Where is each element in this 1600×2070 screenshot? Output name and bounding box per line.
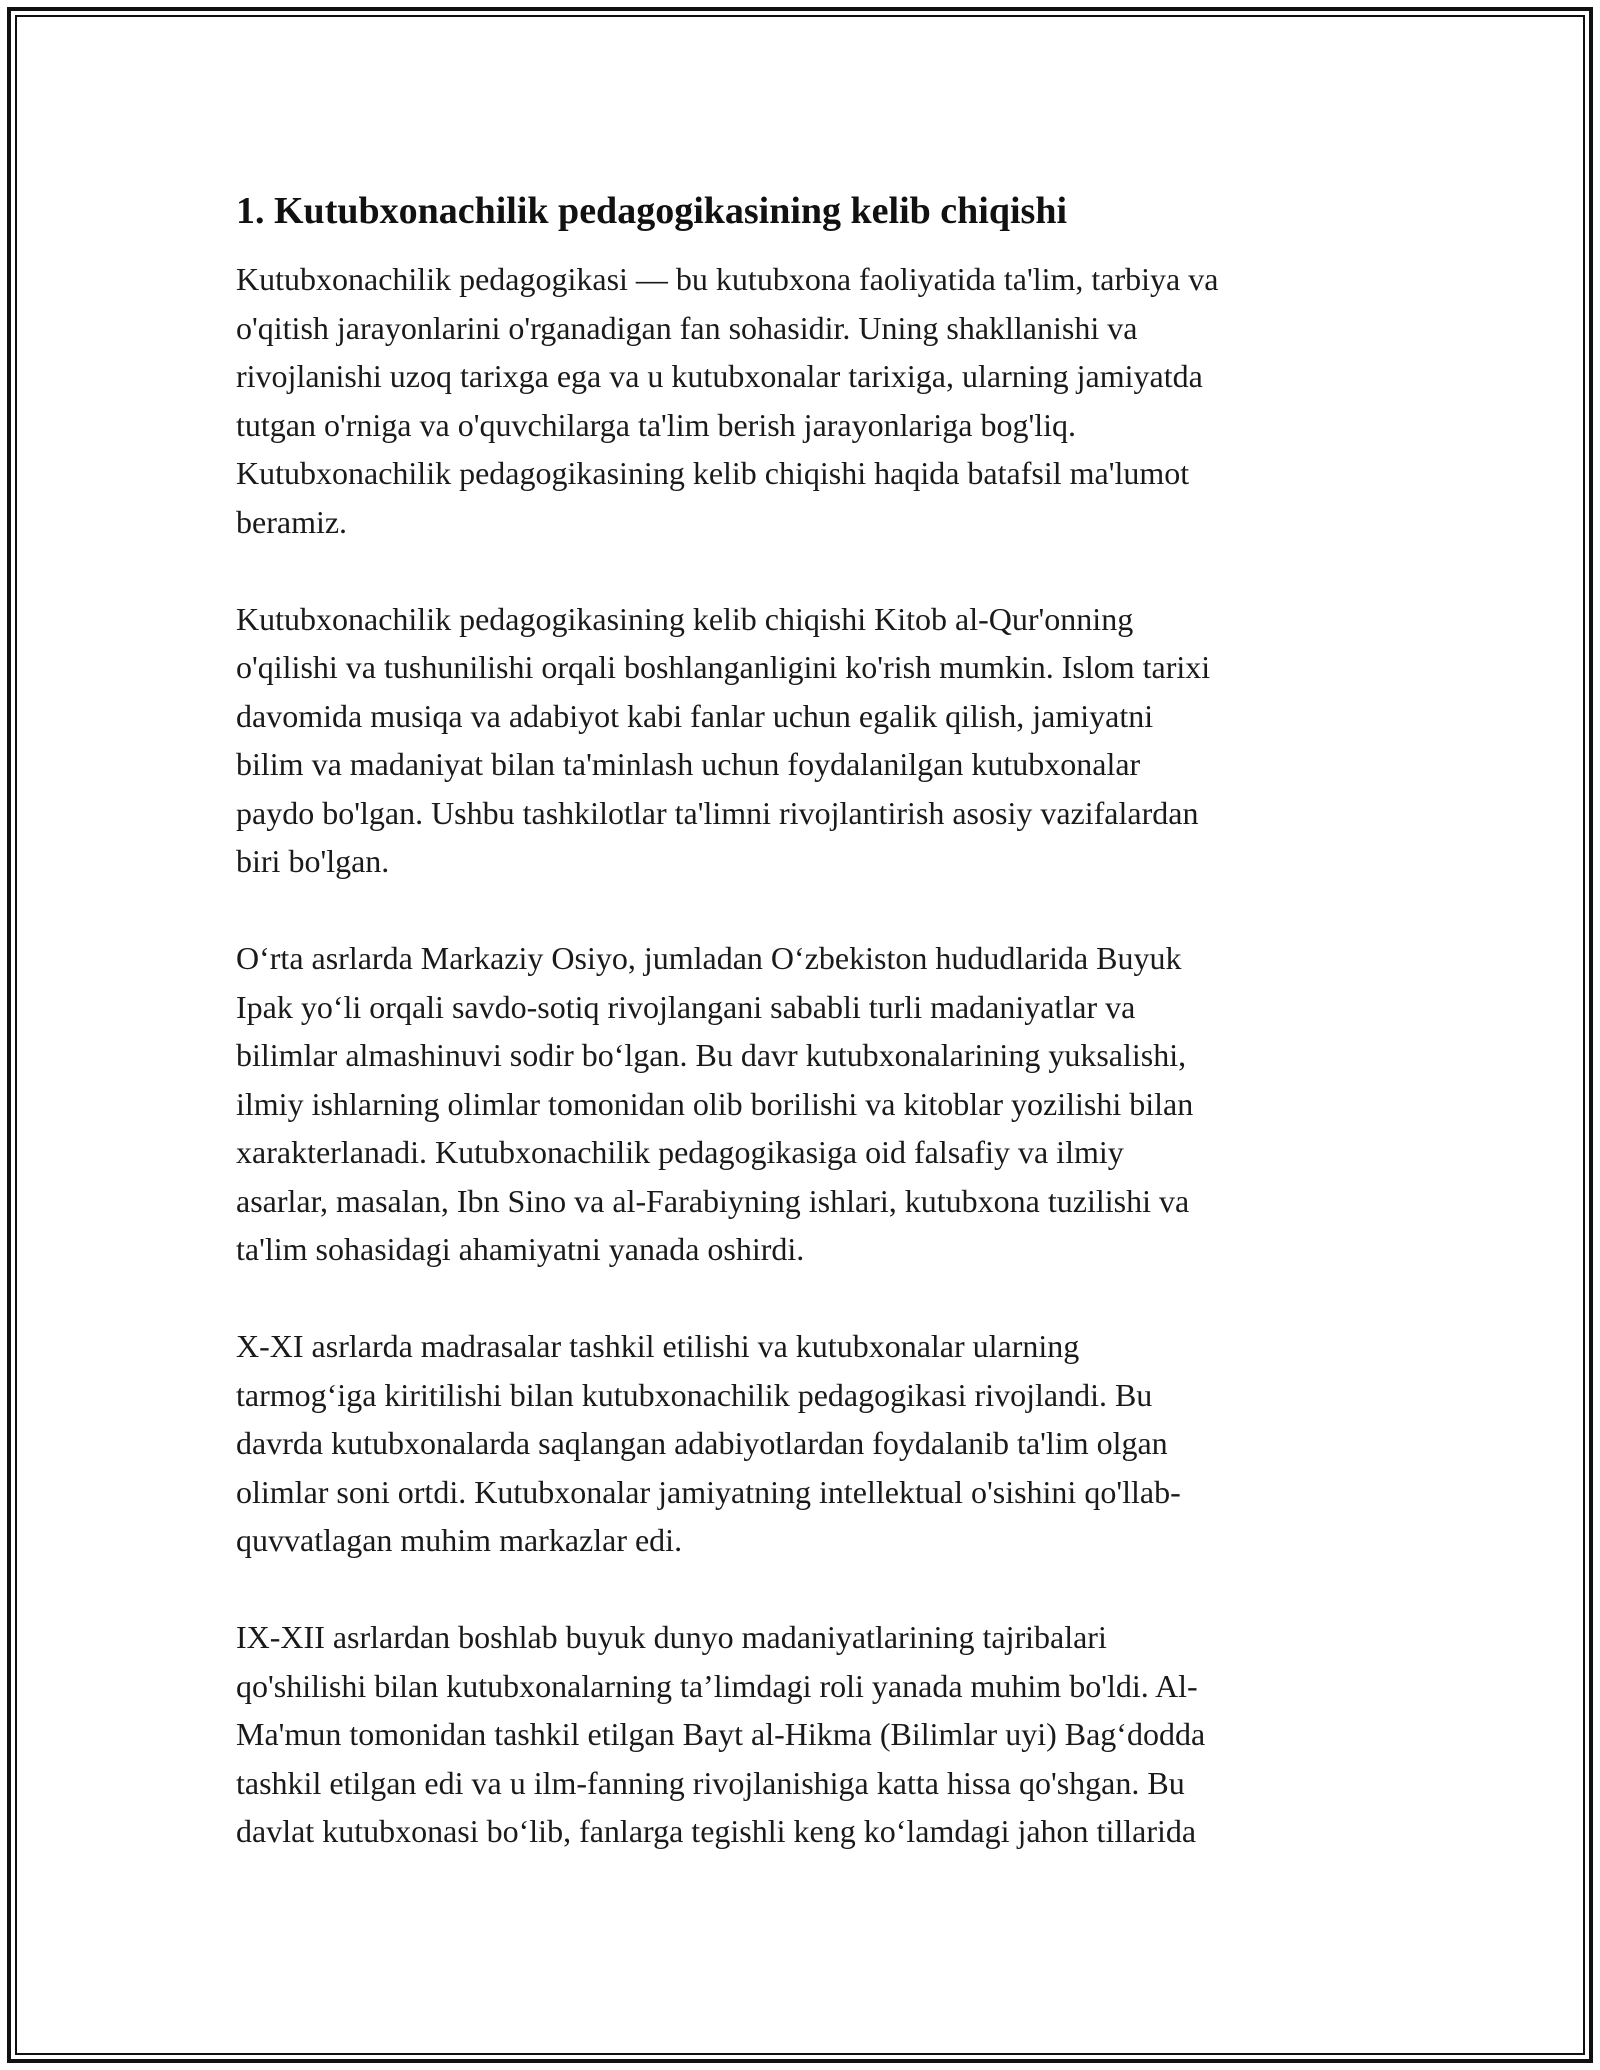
text-line: davrda kutubxonalarda saqlangan adabiyotlardan foydalanib ta'lim olgan bbox=[236, 1425, 1168, 1461]
text-line: ilmiy ishlarning olimlar tomonidan olib borilishi va kitoblar yozilishi bilan bbox=[236, 1085, 1194, 1122]
text-line: davomida musiqa va adabiyot kabi fanlar uchun egalik qilish, jamiyatni bbox=[236, 697, 1154, 734]
paragraph-4 bbox=[236, 1322, 1366, 1565]
text-line: o'qilishi va tushunilishi orqali boshlanganligini ko'rish mumkin. Islom tarixi bbox=[236, 649, 1211, 685]
text-line: tutgan o'rniga va o'quvchilarga ta'lim berish jarayonlariga bog'liq. bbox=[236, 406, 1077, 443]
document-body bbox=[236, 187, 1366, 1904]
text-line: tashkil etilgan edi va u ilm-fanning rivojlanishiga katta hissa qo'shgan. Bu bbox=[236, 1764, 1185, 1801]
paragraph-3 bbox=[236, 934, 1366, 1274]
text-line: biri bo'lgan. bbox=[236, 843, 390, 879]
text-line: qo'shilishi bilan kutubxonalarning ta’limdagi roli yanada muhim bo'ldi. Al- bbox=[236, 1667, 1198, 1704]
section-heading: 1. Kutubxonachilik pedagogikasining kelib chiqishi bbox=[236, 190, 1068, 232]
text-line: ta'lim sohasidagi ahamiyatni yanada oshirdi. bbox=[236, 1231, 805, 1267]
text-line: bilimlar almashinuvi sodir bo‘lgan. Bu davr kutubxonalarining yuksalishi, bbox=[236, 1037, 1187, 1073]
text-line: paydo bo'lgan. Ushbu tashkilotlar ta'limni rivojlantirish asosiy vazifalardan bbox=[236, 794, 1199, 831]
text-line: Ma'mun tomonidan tashkil etilgan Bayt al-Hikma (Bilimlar uyi) Bag‘dodda bbox=[236, 1716, 1206, 1752]
text-line: davlat kutubxonasi bo‘lib, fanlarga tegishli keng ko‘lamdagi jahon tillarida bbox=[236, 1813, 1197, 1849]
paragraph-2 bbox=[236, 595, 1366, 886]
text-line: Kutubxonachilik pedagogikasi — bu kutubxona faoliyatida ta'lim, tarbiya va bbox=[236, 261, 1219, 297]
text-line: bilim va madaniyat bilan ta'minlash uchun foydalanilgan kutubxonalar bbox=[236, 746, 1141, 782]
text-line: o'qitish jarayonlarini o'rganadigan fan sohasidir. Uning shakllanishi va bbox=[236, 309, 1138, 346]
text-line: Kutubxonachilik pedagogikasining kelib chiqishi Kitob al-Qur'onning bbox=[236, 600, 1134, 637]
text-line: Kutubxonachilik pedagogikasining kelib chiqishi haqida batafsil ma'lumot bbox=[236, 455, 1190, 491]
paragraph-5 bbox=[236, 1613, 1366, 1856]
text-line: olimlar soni ortdi. Kutubxonalar jamiyatning intellektual o'sishini qo'llab- bbox=[236, 1473, 1181, 1510]
text-line: quvvatlagan muhim markazlar edi. bbox=[236, 1522, 683, 1558]
text-line: asarlar, masalan, Ibn Sino va al-Farabiyning ishlari, kutubxona tuzilishi va bbox=[236, 1182, 1190, 1219]
text-line: beramiz. bbox=[236, 503, 348, 540]
text-line: rivojlanishi uzoq tarixga ega va u kutubxonalar tarixiga, ularning jamiyatda bbox=[236, 358, 1203, 394]
text-line: O‘rta asrlarda Markaziy Osiyo, jumladan O‘zbekiston hududlarida Buyuk bbox=[236, 940, 1182, 976]
text-line: xarakterlanadi. Kutubxonachilik pedagogikasiga oid falsafiy va ilmiy bbox=[236, 1134, 1124, 1170]
text-line: IX-XII asrlardan boshlab buyuk dunyo madaniyatlarining tajribalari bbox=[236, 1619, 1107, 1655]
text-line: Ipak yo‘li orqali savdo-sotiq rivojlangani sababli turli madaniyatlar va bbox=[236, 988, 1136, 1025]
text-line: X-XI asrlarda madrasalar tashkil etilishi va kutubxonalar ularning bbox=[236, 1328, 1080, 1364]
text-line: tarmog‘iga kiritilishi bilan kutubxonachilik pedagogikasi rivojlandi. Bu bbox=[236, 1376, 1153, 1413]
paragraph-1 bbox=[236, 255, 1366, 546]
